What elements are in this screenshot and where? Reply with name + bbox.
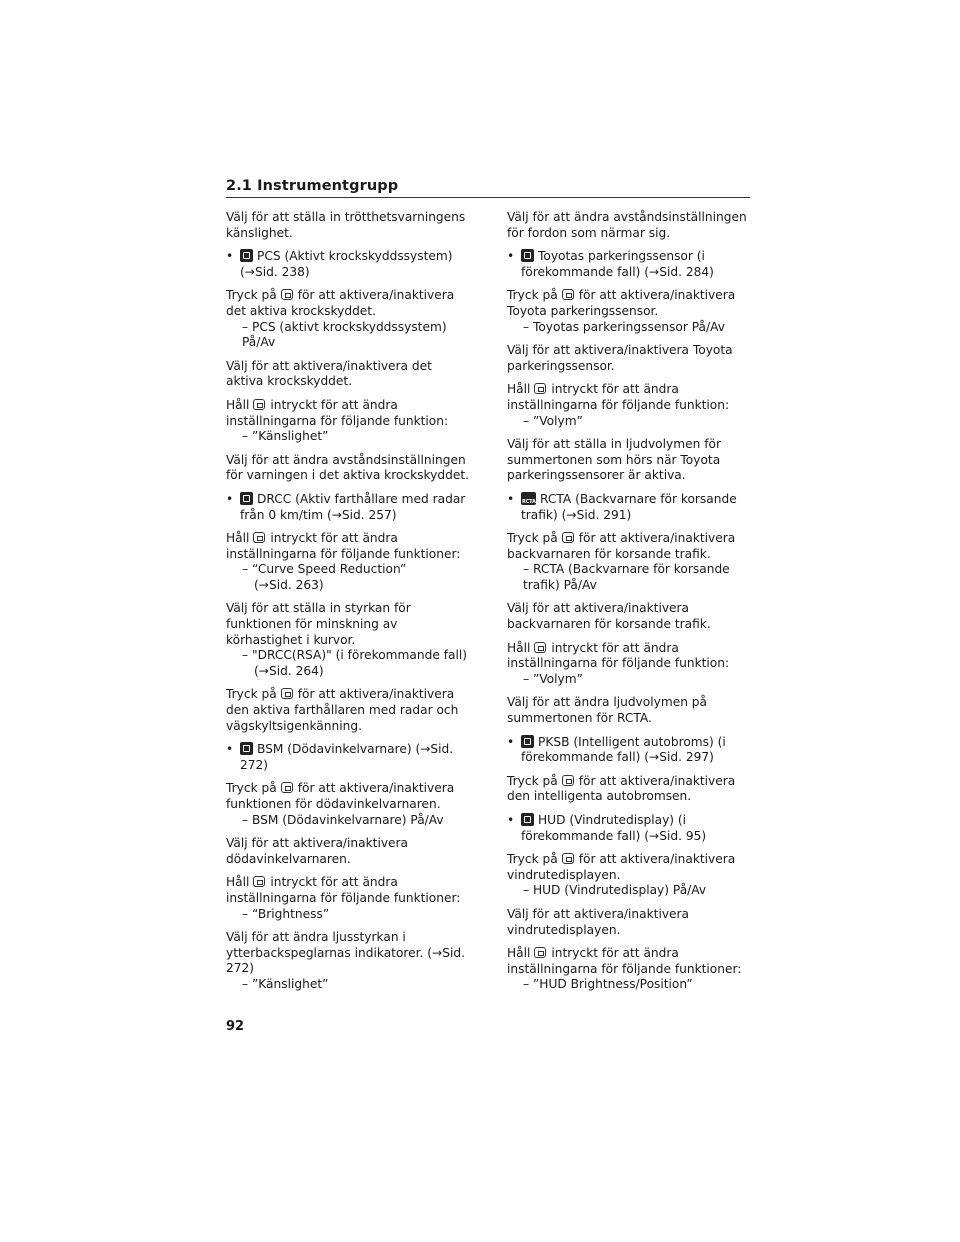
paragraph [226,687,472,734]
bullet-dot: • [507,491,515,506]
text: Tryck på [226,288,277,303]
text: intryckt för att ändra inställningarna för följande funktioner: [226,531,461,561]
text: Håll [226,397,250,412]
settings-button-icon [253,876,265,887]
paragraph [226,781,472,828]
settings-button-icon [562,853,574,864]
pksb-icon [521,735,534,748]
settings-button-icon [562,532,574,543]
drcc-icon [240,492,253,505]
sub-item: – ”Känslighet” [242,429,329,444]
sub-item: – ”Volym” [523,671,583,686]
page-number: 92 [226,1019,245,1034]
paragraph [507,852,753,899]
text: Tryck på [507,531,558,546]
bullet-dot: • [226,491,234,506]
paragraph [507,641,753,688]
paragraph: Välj för att aktivera/inaktivera det aktiva krockskyddet. [226,358,432,389]
settings-button-icon [253,399,265,410]
text: Tryck på [507,773,558,788]
text: för att aktivera/inaktivera Toyota parkeringssensor. [507,288,736,318]
paragraph [507,531,753,593]
sub-item: (→Sid. 263) [254,577,324,592]
paragraph: Välj för att ställa in ljudvolymen för summertonen som hörs när Toyota parkeringssensorer är aktiva. [507,437,721,483]
settings-button-icon [534,642,546,653]
bullet-dot: • [507,813,515,827]
text: Håll [507,382,531,397]
bullet-dot: • [507,249,515,264]
text: Välj för att ställa in styrkan för funktionen för minskning av körhastighet i kurvor. [226,601,411,647]
paragraph: Välj för att ställa in trötthetsvarningens känslighet. [226,210,466,240]
list-item-bsm [226,742,472,773]
list-item-pksb [507,735,753,766]
bullet-text: BSM (Dödavinkelvarnare) (→Sid. 272) [240,742,454,772]
paragraph [226,531,472,593]
list-item-pcs [226,249,472,280]
text: Tryck på [507,852,558,867]
text: Håll [507,946,531,961]
paragraph: Välj för att ändra avståndsinställningen för fordon som närmar sig. [507,210,747,240]
sub-item: – HUD (Vindrutedisplay) På/Av [523,883,707,898]
list-item-drcc [226,492,472,523]
hud-icon [521,813,534,826]
text: Tryck på [507,288,558,303]
text: Håll [226,531,250,546]
paragraph [226,288,472,350]
sub-item: – Toyotas parkeringssensor På/Av [523,319,725,334]
bsm-icon [240,742,253,755]
bullet-text: DRCC (Aktiv farthållare med radar från 0 km/tim (→Sid. 257) [240,491,466,522]
paragraph [507,946,753,993]
settings-button-icon [534,383,546,394]
sub-item: – ”Känslighet” [242,976,329,991]
bullet-text: HUD (Vindrutedisplay) (i förekommande fall) (→Sid. 95) [521,813,707,843]
paragraph [226,601,472,679]
sub-item: – PCS (aktivt krockskyddssystem) På/Av [242,319,447,350]
bullet-text: PKSB (Intelligent autobroms) (i förekommande fall) (→Sid. 297) [521,734,726,765]
bullet-text: RCTA (Backvarnare för korsande trafik) (→Sid. 291) [521,491,737,522]
bullet-dot: • [507,734,515,749]
paragraph [226,398,472,445]
text: för att aktivera/inaktivera funktionen för dödavinkelvarnaren. [226,781,455,811]
paragraph [507,382,753,429]
bullet-dot: • [226,742,234,757]
sub-item: – “Brightness” [242,906,330,921]
rcta-icon [521,492,536,505]
text: intryckt för att ändra inställningarna för följande funktioner: [226,875,461,905]
text: för att aktivera/inaktivera det aktiva krockskyddet. [226,288,455,318]
sub-item: (→Sid. 264) [254,663,324,678]
header-rule [226,197,750,198]
list-item-hud [507,813,753,844]
sub-item: – ”HUD Brightness/Position” [523,977,693,992]
paragraph [507,288,753,335]
paragraph: Välj för att aktivera/inaktivera backvarnaren för korsande trafik. [507,601,711,632]
sub-item: – ”Volym” [523,413,583,428]
paragraph: Välj för att ändra ljudvolymen på summertonen för RCTA. [507,695,707,726]
rcta-icon-label: RCTA [522,498,536,505]
list-item-rcta [507,492,753,523]
text: intryckt för att ändra inställningarna för följande funktion: [507,640,730,671]
pcs-icon [240,249,253,262]
text: intryckt för att ändra inställningarna för följande funktion: [226,397,449,428]
paragraph [226,875,472,922]
bullet-text: Toyotas parkeringssensor (i förekommande fall) (→Sid. 284) [521,249,714,279]
sub-item: – RCTA (Backvarnare för korsande trafik) På/Av [523,562,730,592]
section-title: 2.1 Instrumentgrupp [226,178,399,194]
text: intryckt för att ändra inställningarna för följande funktion: [507,382,730,412]
parking-sensor-icon [521,249,534,262]
sub-item: – "DRCC(RSA)" (i förekommande fall) [242,648,468,663]
bullet-dot: • [226,249,234,264]
text: för att aktivera/inaktivera vindrutedisplayen. [507,852,736,882]
sub-item: – BSM (Dödavinkelvarnare) På/Av [242,812,444,827]
paragraph [507,774,753,805]
settings-button-icon [281,688,293,699]
left-column [226,210,472,1001]
paragraph: Välj för att aktivera/inaktivera dödavinkelvarnaren. [226,836,409,866]
settings-button-icon [281,289,293,300]
settings-button-icon [281,782,293,793]
sub-item: – “Curve Speed Reduction” [242,562,407,577]
settings-button-icon [534,947,546,958]
settings-button-icon [562,289,574,300]
paragraph: Välj för att ändra avståndsinställningen för varningen i det aktiva krockskyddet. [226,452,469,483]
paragraph: Välj för att aktivera/inaktivera Toyota parkeringssensor. [507,343,733,373]
settings-button-icon [562,775,574,786]
paragraph: Välj för att aktivera/inaktivera vindrutedisplayen. [507,906,690,937]
paragraph [226,930,472,992]
bullet-text: PCS (Aktivt krockskyddssystem) (→Sid. 238) [240,249,453,279]
text: för att aktivera/inaktivera den intelligenta autobromsen. [507,773,736,804]
text: Tryck på [226,687,277,702]
text: Håll [226,875,250,890]
text: Välj för att ändra ljusstyrkan i ytterbackspeglarnas indikatorer. (→Sid. 272) [226,930,465,976]
text: för att aktivera/inaktivera den aktiva farthållaren med radar och vägskyltsigenkänning. [226,687,459,733]
text: för att aktivera/inaktivera backvarnaren för korsande trafik. [507,531,736,561]
right-column [507,210,753,1001]
list-item-parking-sensor [507,249,753,280]
text: Håll [507,640,531,655]
section-header [226,178,750,198]
settings-button-icon [253,532,265,543]
text: Tryck på [226,781,277,796]
text: intryckt för att ändra inställningarna för följande funktioner: [507,946,742,976]
